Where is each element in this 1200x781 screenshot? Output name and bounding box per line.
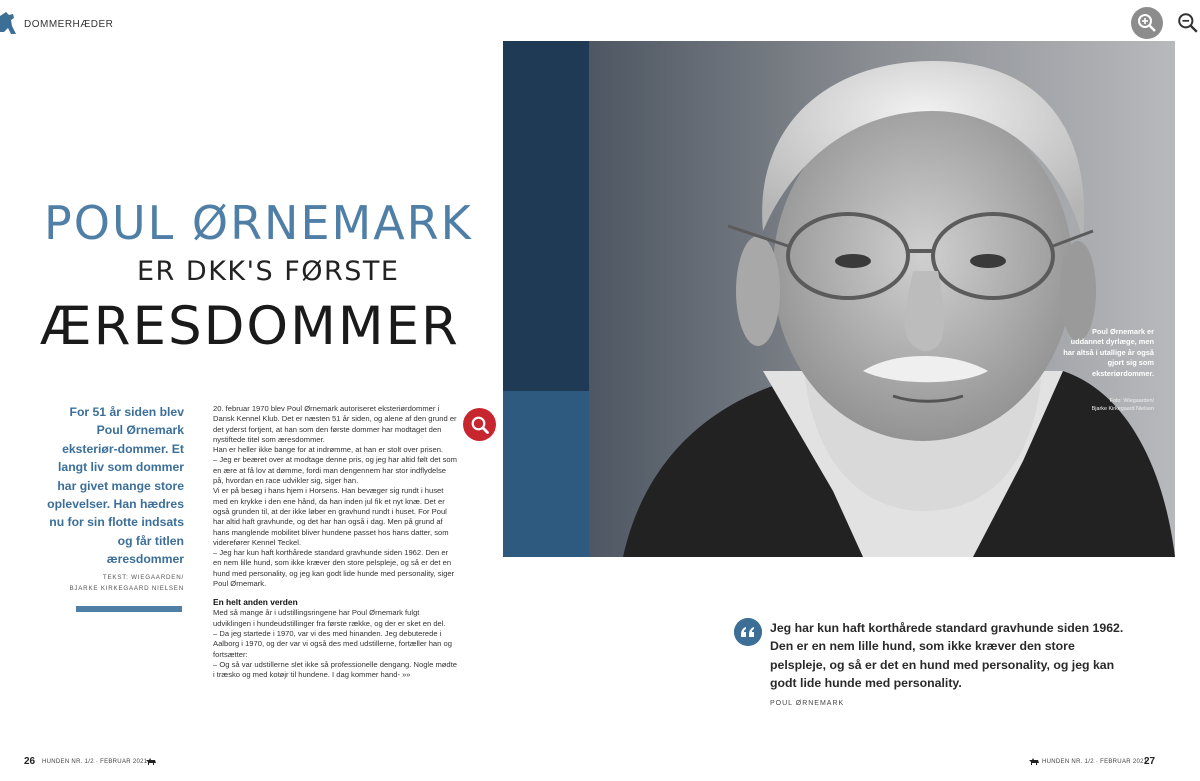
search-button[interactable] [463, 408, 496, 441]
zoom-out-button[interactable] [1172, 7, 1200, 39]
page-number-left: 26 [24, 756, 36, 767]
dog-small-icon [1029, 757, 1039, 765]
body-paragraph: – Jeg er beæret over at modtage denne pris, og jeg har altid følt det som en ære at få lov at dømme, fordi man dengennem har stor indflydelse på, hvordan en race udvikler sig, siger han. [213, 455, 457, 486]
pull-quote: Jeg har kun haft korthårede standard gravhunde siden 1962. Den er en nem lille hund, som ikke kræver den store pelspleje, og så er det en hund med personality, og jeg kan godt lide hunde med personality. [770, 621, 1124, 691]
photo-credit-line2: Bjarke Kirkegaard Nielsen [1091, 406, 1154, 412]
footer-right: HUNDEN NR. 1/2 · FEBRUAR 2021 [1042, 759, 1148, 765]
body-paragraph: – Da jeg startede i 1970, var vi des med hinanden. Jeg debuterede i Aalborg i 1970, og der var vi også des med udstillerne, fortæller han og fortsætter: [213, 628, 452, 659]
body-subheading: En helt anden verden [213, 597, 298, 608]
footer-left: HUNDEN NR. 1/2 · FEBRUAR 2021 [42, 759, 148, 765]
page-number-right: 27 [1144, 756, 1156, 767]
headline-main: ÆRESDOMMER [40, 296, 460, 357]
body-paragraph: Med så mange år i udstillingsringene har Poul Ørnemark fulgt udviklingen i hundeudstillinger fra første række, og der er sket en del. [213, 608, 446, 628]
body-paragraph: – Og så var udstillerne slet ikke så professionelle dengang. Nogle mødte i træsko og med kotøjr til hundene. I dag kommer hand- »» [213, 659, 457, 680]
lead-paragraph: For 51 år siden blev Poul Ørnemark eksteriør-dommer. Et langt liv som dommer har givet mange store oplevelser. Han hædres nu for sin flotte indsats og får titlen æresdommer [47, 405, 184, 567]
body-paragraph: 20. februar 1970 blev Poul Ørnemark autoriseret eksteriørdommer i Dansk Kennel Klub. Det er næsten 51 år siden, og alene af den grund er det yderst fortjent, at han som den første dommer har modtaget den nystiftede titel som æresdommer. [213, 404, 457, 444]
section-label: DOMMERHÆDER [24, 19, 114, 30]
portrait-photo [503, 41, 1175, 557]
magnifier-icon [470, 415, 490, 435]
zoom-in-icon [1137, 13, 1157, 33]
body-paragraph: – Jeg har kun haft korthårede standard gravhunde siden 1962. Den er en nem lille hund, som ikke kræver den store pelspleje, og så er det en hund med personality, og jeg kan godt lide hunde med personality, siger Poul Ørnemark. [213, 548, 455, 589]
byline [40, 572, 184, 594]
photo-credit [1062, 397, 1154, 413]
dog-silhouette-icon [0, 12, 18, 38]
lead-rule [76, 606, 182, 612]
headline-subline: ER DKK'S FØRSTE [137, 256, 400, 287]
zoom-out-icon [1177, 12, 1199, 34]
photo-credit-line1: Foto: Wiegaarden/ [1109, 398, 1154, 404]
byline-line1: TEKST: WIEGAARDEN/ [102, 574, 184, 581]
zoom-in-button[interactable] [1131, 7, 1163, 39]
byline-line2: BJARKE KIRKEGAARD NIELSEN [69, 585, 184, 592]
portrait-illustration [503, 41, 1175, 557]
headline-name: POUL ØRNEMARK [44, 196, 473, 250]
photo-caption: Poul Ørnemark er uddannet dyrlæge, men har altså i utallige år også gjort sig som eksteriørdommer. [1063, 327, 1154, 378]
dog-small-icon [146, 757, 156, 765]
body-paragraph: Vi er på besøg i hans hjem i Horsens. Han bevæger sig rundt i huset med en krykke i den ene hånd, da han inden jul fik et nyt knæ. Det er også grunden til, at der ikke løber en gravhund rundt i huset. For Poul har altid haft gravhunde, og det har han også i dag. Men på grund af hans manglende mobilitet bliver hundene passet hos hans datter, som viderefører Kennel Teckel. [213, 486, 449, 547]
body-paragraph: Han er heller ikke bange for at indrømme, at han er stolt over prisen. [213, 445, 444, 455]
article-body [213, 404, 457, 680]
pull-quote-author: POUL ØRNEMARK [770, 700, 845, 707]
quote-icon [734, 618, 762, 646]
